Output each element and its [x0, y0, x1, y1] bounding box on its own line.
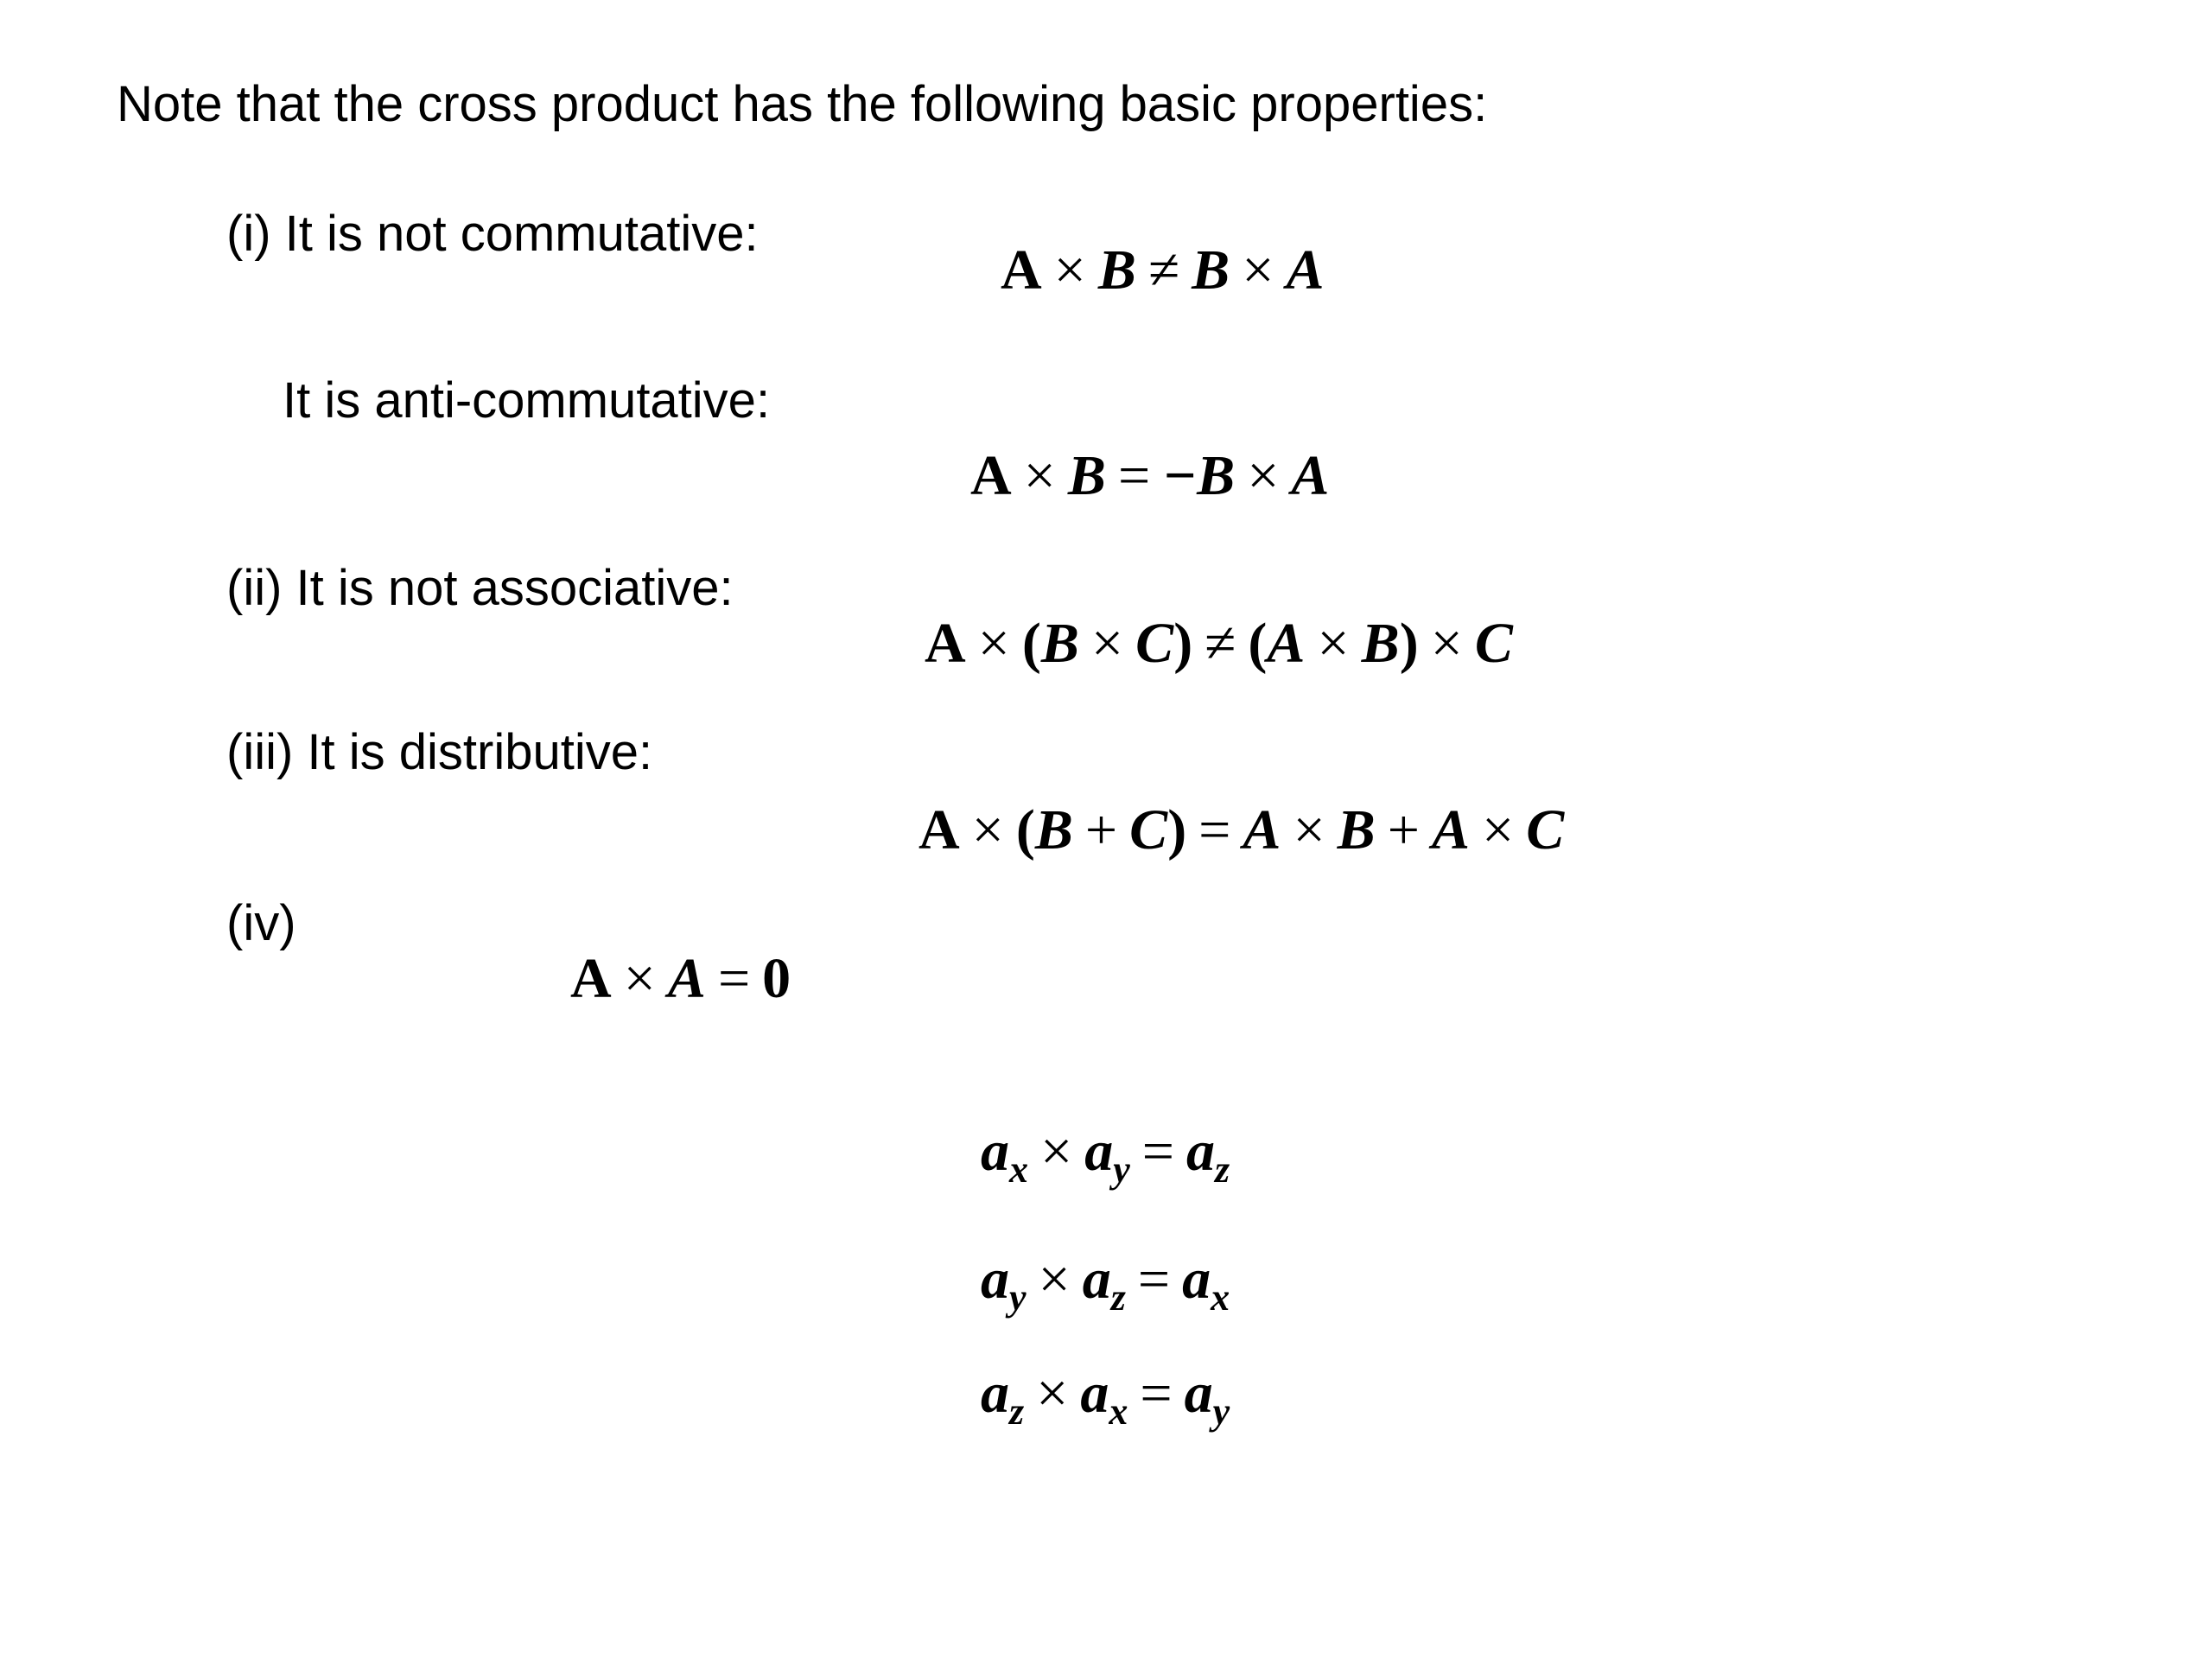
eq-operator: ×: [1247, 444, 1280, 507]
eq-term: A: [918, 798, 960, 861]
eq-term: C: [1129, 798, 1168, 861]
property-iii-equation: [918, 798, 1565, 861]
eq-operator: ×: [1053, 238, 1086, 302]
eq-operator: =: [1140, 1362, 1173, 1425]
eq-operator: +: [1387, 798, 1420, 861]
eq-term: B: [1034, 798, 1073, 861]
eq-paren: ): [1399, 612, 1419, 675]
eq-operator: ×: [1040, 1120, 1073, 1183]
unit-vector-subscript: x: [1109, 1390, 1128, 1433]
eq-paren: ): [1173, 612, 1193, 675]
unit-vector: a: [1080, 1362, 1109, 1425]
unit-vector: a: [1184, 1362, 1213, 1425]
eq-term: C: [1135, 612, 1174, 675]
eq-operator: ×: [1293, 798, 1325, 861]
eq-operator: ×: [1023, 444, 1056, 507]
property-iv-equation: [570, 947, 791, 1010]
property-i-equation: [1001, 238, 1325, 302]
unit-vector-subscript: y: [1113, 1148, 1130, 1191]
unit-vector: a: [981, 1362, 1009, 1425]
unit-vector: a: [1186, 1120, 1215, 1183]
unit-vector: a: [981, 1120, 1009, 1183]
unit-vector-subscript: z: [1215, 1148, 1230, 1191]
eq-term: A: [1243, 798, 1281, 861]
unit-vector-equation-1: [981, 1120, 1230, 1191]
eq-operator: ≠: [1205, 612, 1236, 675]
eq-term: B: [1361, 612, 1400, 675]
eq-term: A: [1267, 612, 1306, 675]
eq-operator: =: [1117, 444, 1151, 507]
eq-operator: ×: [1038, 1248, 1071, 1311]
eq-operator: =: [1198, 798, 1231, 861]
eq-paren: ): [1167, 798, 1187, 861]
eq-operator: =: [1141, 1120, 1174, 1183]
eq-term: B: [1097, 238, 1136, 302]
property-ii-label: (ii) It is not associative:: [226, 560, 734, 616]
eq-operator: ≠: [1147, 238, 1180, 302]
unit-vector: a: [1084, 1120, 1114, 1183]
eq-operator: =: [1137, 1248, 1171, 1311]
eq-term: 0: [762, 947, 791, 1010]
unit-vector-subscript: y: [1212, 1390, 1230, 1433]
unit-vector-subscript: z: [1009, 1390, 1025, 1433]
eq-operator: ×: [1036, 1362, 1069, 1425]
property-i-label: (i) It is not commutative:: [226, 206, 759, 262]
eq-term: A: [667, 947, 706, 1010]
unit-vector-equation-3: [981, 1362, 1230, 1433]
eq-term: A: [970, 444, 1012, 507]
eq-operator: ×: [971, 798, 1004, 861]
eq-operator: ×: [1430, 612, 1463, 675]
eq-operator: ×: [623, 947, 656, 1010]
eq-term: B: [1067, 444, 1106, 507]
eq-term: A: [925, 612, 966, 675]
eq-operator: ×: [1090, 612, 1124, 675]
anti-commutative-equation: [970, 444, 1330, 507]
property-ii-equation: [925, 612, 1513, 675]
eq-operator: =: [717, 947, 751, 1010]
anti-commutative-label: It is anti-commutative:: [283, 372, 771, 429]
eq-operator: ×: [1317, 612, 1350, 675]
unit-vector-subscript: y: [1009, 1276, 1027, 1319]
eq-term: A: [1431, 798, 1470, 861]
eq-term: A: [1291, 444, 1330, 507]
eq-term: −B: [1162, 444, 1236, 507]
unit-vector-equation-2: [981, 1248, 1230, 1319]
eq-paren: (: [1248, 612, 1268, 675]
eq-operator: ×: [1242, 238, 1274, 302]
unit-vector: a: [1082, 1248, 1111, 1311]
intro-text: Note that the cross product has the following basic properties:: [117, 76, 1488, 132]
eq-paren: (: [1015, 798, 1035, 861]
eq-operator: ×: [977, 612, 1010, 675]
unit-vector: a: [1182, 1248, 1211, 1311]
eq-term: A: [1001, 238, 1042, 302]
unit-vector-subscript: z: [1110, 1276, 1126, 1319]
property-iii-label: (iii) It is distributive:: [226, 724, 653, 780]
unit-vector: a: [981, 1248, 1009, 1311]
property-iv-label: (iv): [226, 895, 296, 951]
eq-operator: ×: [1481, 798, 1515, 861]
eq-term: B: [1040, 612, 1079, 675]
unit-vector-subscript: x: [1009, 1148, 1028, 1191]
eq-paren: (: [1021, 612, 1041, 675]
eq-term: B: [1337, 798, 1376, 861]
eq-operator: +: [1084, 798, 1118, 861]
eq-term: A: [1286, 238, 1325, 302]
eq-term: C: [1474, 612, 1513, 675]
eq-term: A: [570, 947, 612, 1010]
unit-vector-subscript: x: [1211, 1276, 1230, 1319]
eq-term: B: [1192, 238, 1230, 302]
eq-term: C: [1526, 798, 1565, 861]
